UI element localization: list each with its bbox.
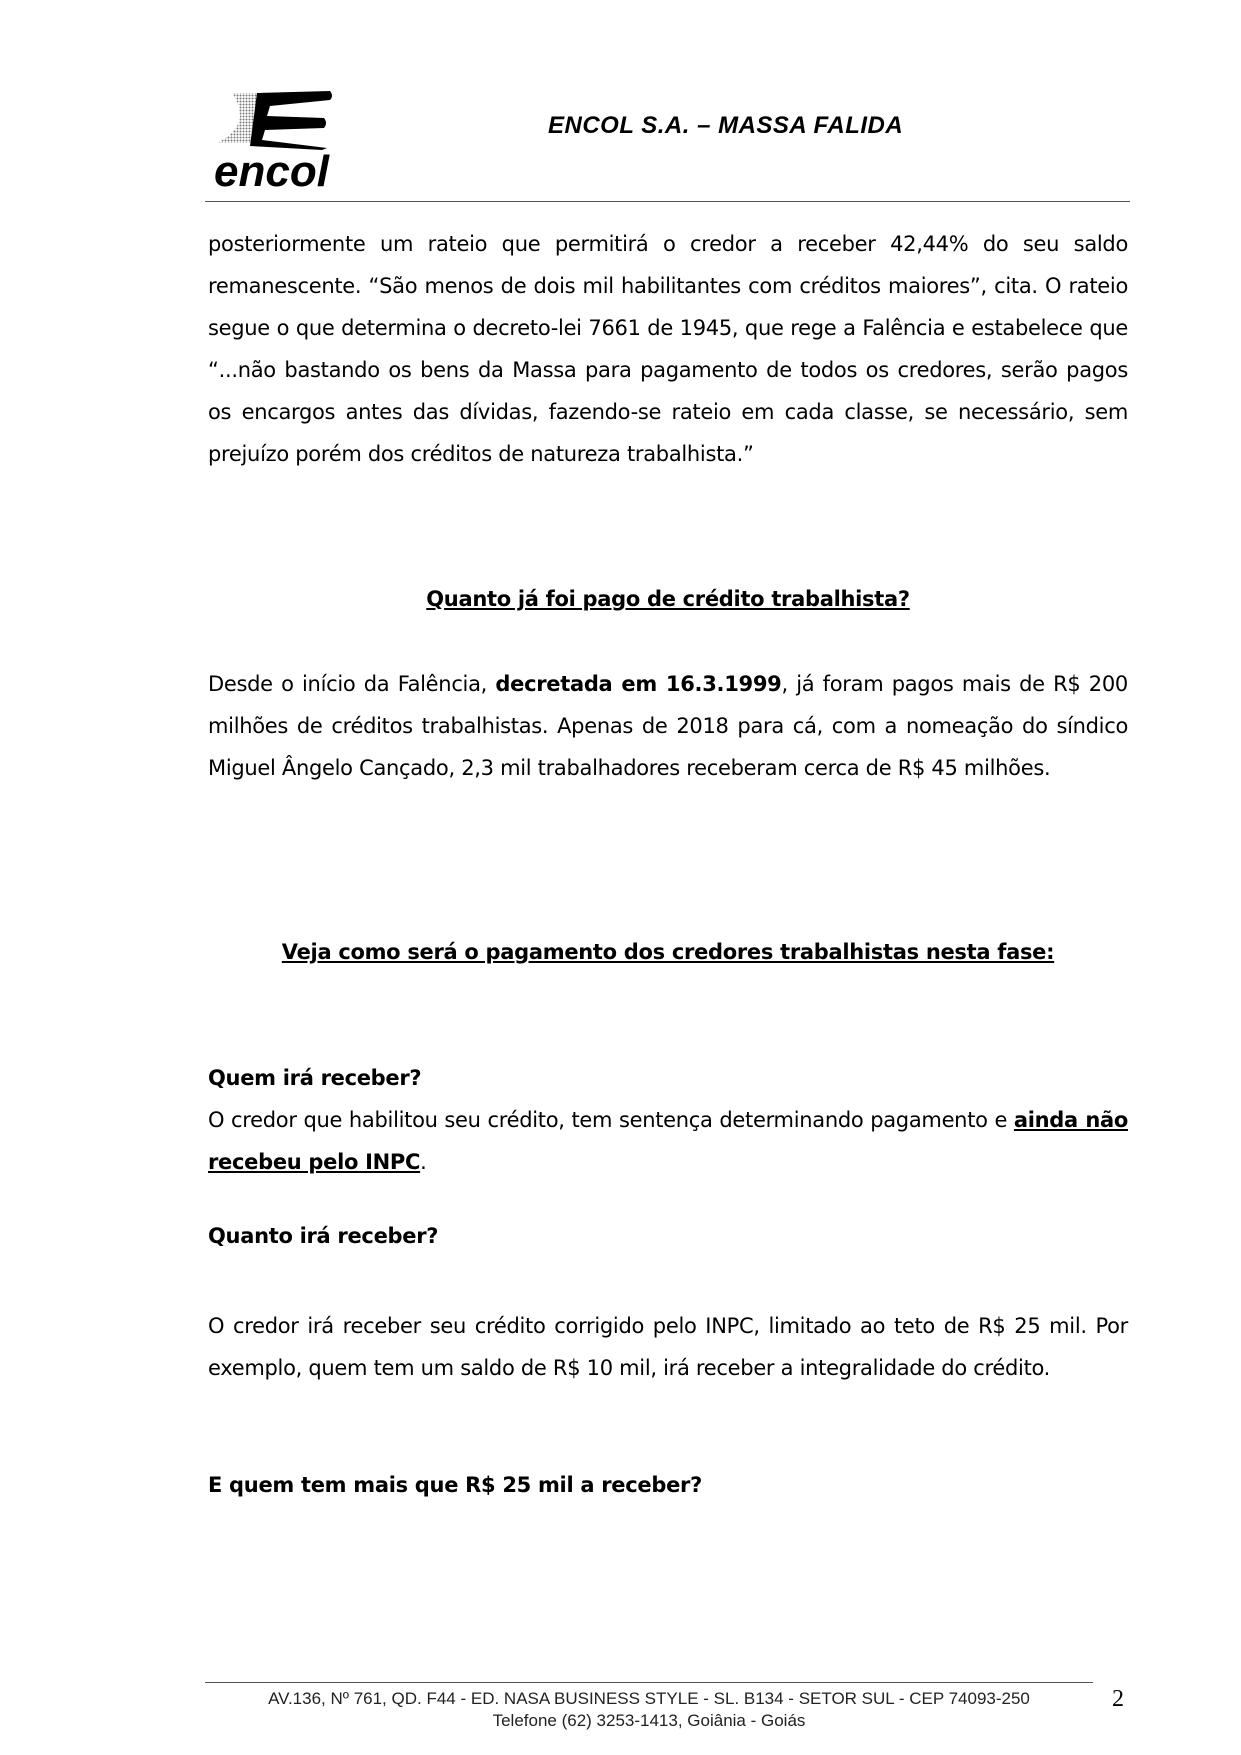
footer-divider [205, 1682, 1093, 1683]
header-divider [205, 201, 1130, 202]
section-heading-paid: Quanto já foi pago de crédito trabalhista? [426, 587, 910, 611]
paragraph-who: O credor que habilitou seu crédito, tem sentença determinando pagamento e ainda não recebeu pelo INPC. [208, 1108, 1128, 1174]
inpc-emphasis: ainda não recebeu pelo INPC [208, 1108, 1128, 1174]
paragraph-paid-total: Desde o início da Falência, decretada em 16.3.1999, já foram pagos mais de R$ 200 milhões de créditos trabalhistas. Apenas de 2018 para cá, com a nomeação do síndico Miguel Ângelo Cançado, 2,3 mil trabalhadores receberam cerca de R$ 45 milhões. [208, 672, 1128, 780]
question-who: Quem irá receber? [208, 1066, 422, 1090]
document-title: ENCOL S.A. – MASSA FALIDA [548, 112, 904, 139]
paragraph-how-much: O credor irá receber seu crédito corrigido pelo INPC, limitado ao teto de R$ 25 mil. Por exemplo, quem tem um saldo de R$ 10 mil, irá receber a integralidade do crédito. [208, 1314, 1128, 1380]
paragraph-rateio: posteriormente um rateio que permitirá o credor a receber 42,44% do seu saldo remanescente. “São menos de dois mil habilitantes com créditos maiores”, cita. O rateio segue o que determina o decreto-lei 7661 de 1945, que rege a Falência e estabelece que “...não bastando os bens da Massa para pagamento de todos os credores, serão pagos os encargos antes das dívidas, fazendo-se rateio em cada classe, se necessário, sem prejuízo porém dos créditos de natureza trabalhista.” [208, 232, 1128, 466]
encol-logo-icon [212, 88, 362, 192]
section-heading-payment: Veja como será o pagamento dos credores trabalhistas nesta fase: [281, 940, 1055, 964]
encol-logo [212, 88, 362, 192]
svg-text:encol: encol [214, 147, 329, 192]
bankruptcy-date: decretada em 16.3.1999 [495, 672, 782, 696]
page-number: 2 [1112, 1686, 1124, 1712]
question-how-much: Quanto irá receber? [208, 1224, 439, 1248]
footer-address: AV.136, Nº 761, QD. F44 - ED. NASA BUSINESS STYLE - SL. B134 - SETOR SUL - CEP 74093-250 Telefone (62) 3253-1413, Goiânia - Goiás [268, 1689, 1030, 1730]
question-over-25k: E quem tem mais que R$ 25 mil a receber? [208, 1473, 702, 1497]
